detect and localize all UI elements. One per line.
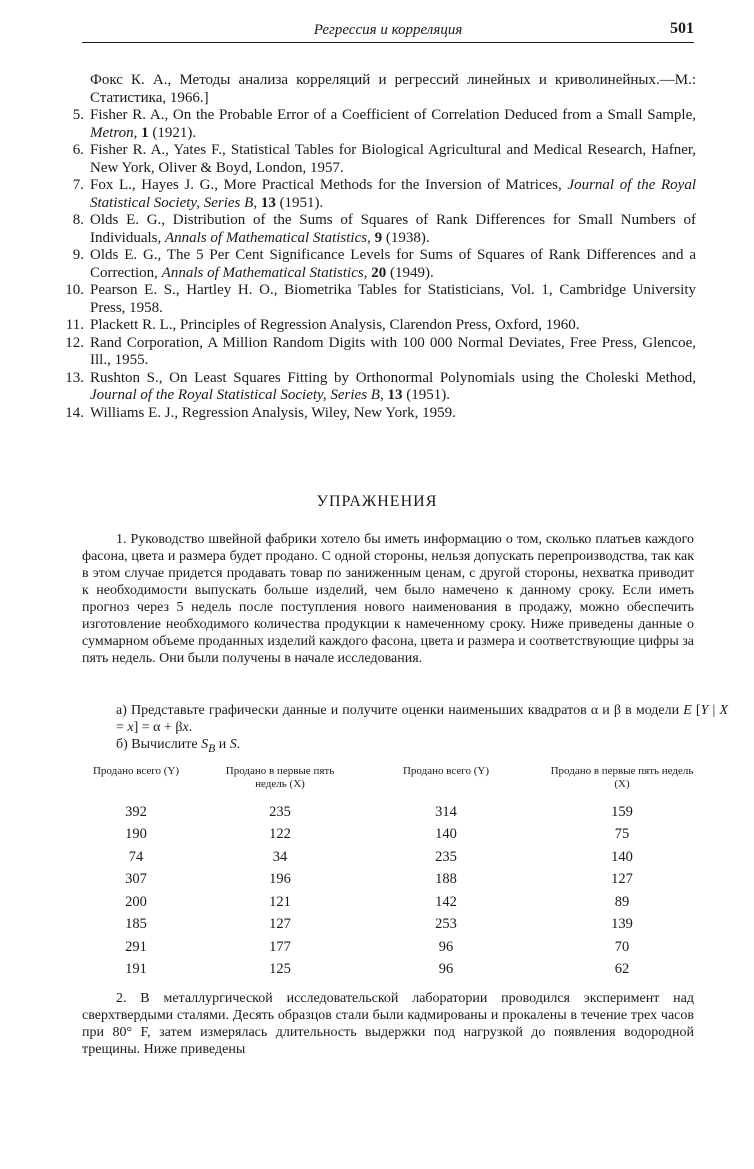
table-row: [62, 869, 702, 892]
reference-item: [60, 317, 696, 335]
table-cell: 127: [611, 871, 633, 888]
table-cell: 291: [125, 938, 147, 955]
reference-number: 8.: [72, 212, 84, 228]
reference-item: [60, 107, 696, 142]
reference-text: Fisher R. A., Yates F., Statistical Tables for Biological Agricultural and Medical Research, Hafner, New York, Oliver & Boyd, London, 1957.: [90, 142, 696, 176]
reference-text: Fisher R. A., On the Probable Error of a Coefficient of Correlation Deduced from a Small Sample, Metron, 1 (1921).: [90, 107, 696, 141]
table-cell: 62: [614, 961, 630, 978]
reference-number: 14.: [65, 404, 84, 421]
table-cell: 196: [269, 871, 291, 888]
table-row: [62, 959, 702, 982]
table-cell: 185: [125, 916, 147, 933]
table-cell: 96: [438, 938, 454, 955]
table-cell: 190: [125, 826, 147, 843]
reference-item: [60, 370, 696, 405]
exercise-1-intro: 1. Руководство швейной фабрики хотело бы иметь информацию о том, сколько платьев каждого фасона, цвета и размера будет продано. С одной стороны, нельзя допускать перепроизводства, так как в этом случае придется продавать товар по заниженным ценам, с другой стороны, нехватка приводит к необходимости выпускать больше изделий, чем было намечено к данному сроку. Если иметь прогноз через 5 недель после поступления нового наименования в продажу, можно обеспечить изготовление необходимого количества продукции к намеченному сроку. Ниже приведены данные о суммарном объеме проданных изделий каждого фасона, цвета и размера и соответствующие цифры за пять недель. Они были получены в начале исследования.: [82, 532, 695, 666]
reference-text: Williams E. J., Regression Analysis, Wiley, New York, 1959.: [90, 404, 456, 421]
table-cell: 125: [269, 961, 291, 978]
reference-number: 7.: [72, 177, 84, 193]
table-row: [62, 801, 702, 824]
reference-number: 10.: [65, 282, 84, 298]
table-row: [62, 824, 702, 847]
table-cell: 70: [614, 938, 630, 955]
reference-item: [60, 177, 696, 212]
reference-text: Fox L., Hayes J. G., More Practical Methods for the Inversion of Matrices, Journal of the Royal Statistical Society, Series B, 13 (1951).: [90, 177, 696, 211]
reference-text: Olds E. G., The 5 Per Cent Significance Levels for Sums of Squares of Rank Differences and a Correction, Annals of Mathematical Statistics, 20 (1949).: [90, 247, 696, 281]
reference-text: Фокс К. А., Методы анализа корреляций и регрессий линейных и криволинейных.—М.: Статистика, 1966.]: [90, 72, 696, 106]
table-cell: 121: [269, 893, 291, 910]
table-cell: 122: [269, 826, 291, 843]
table-cell: 96: [438, 961, 454, 978]
table-cell: 235: [435, 848, 457, 865]
table-cell: 188: [435, 871, 457, 888]
table-row: [62, 846, 702, 869]
reference-text: Olds E. G., Distribution of the Sums of Squares of Rank Differences for Small Numbers of Individuals, Annals of Mathematical Statistics, 9 (1938).: [90, 212, 696, 246]
table-header-cell: Продано в первые пять недель (X): [225, 765, 335, 790]
table-cell: 140: [435, 826, 457, 843]
reference-number: 11.: [65, 317, 84, 333]
exercise-1-item-b: б) Вычислите $S_B$ и S.: [116, 737, 241, 755]
table-cell: 200: [125, 893, 147, 910]
table-header-cell: Продано в первые пять недель (X): [550, 765, 694, 790]
exercise-2-text: 2. В металлургической исследовательской лаборатории проводился эксперимент над сверхтвердыми сталями. Десять образцов стали были кадмированы и прокалены в течение трех часов при 80° F, затем измерялась длительность выдержки под нагрузкой до появления водородной трещины. Ниже приведены: [82, 991, 694, 1057]
table-cell: 253: [435, 916, 457, 933]
table-cell: 392: [125, 803, 147, 820]
reference-item: [60, 405, 696, 423]
reference-number: 13.: [65, 369, 84, 386]
reference-item: [60, 212, 696, 247]
table-header-cell: Продано всего (Y): [402, 765, 490, 777]
table-cell: 307: [125, 871, 147, 888]
table-cell: 159: [611, 803, 633, 820]
table-cell: 89: [614, 893, 630, 910]
data-table: [62, 765, 702, 981]
table-header-cell: Продано всего (Y): [92, 765, 180, 777]
table-cell: 34: [272, 848, 288, 865]
reference-item: [60, 335, 696, 370]
running-title: Регрессия и корреляция: [313, 22, 463, 38]
table-row: [62, 914, 702, 937]
table-cell: 314: [435, 803, 457, 820]
reference-list: [60, 72, 696, 422]
table-cell: 140: [611, 848, 633, 865]
table-row: [62, 891, 702, 914]
table-cell: 74: [128, 848, 144, 865]
table-cell: 177: [269, 938, 291, 955]
table-cell: 235: [269, 803, 291, 820]
reference-number: 5.: [72, 107, 84, 123]
table-cell: 127: [269, 916, 291, 933]
table-row: [62, 936, 702, 959]
reference-text: Rushton S., On Least Squares Fitting by Orthonormal Polynomials using the Choleski Method, Journal of the Royal Statistical Society, Series B, 13 (1951).: [90, 369, 696, 403]
reference-text: Rand Corporation, A Million Random Digits with 100 000 Normal Deviates, Free Press, Glencoe, Ill., 1955.: [90, 334, 696, 368]
reference-number: 12.: [65, 334, 84, 351]
reference-number: 6.: [72, 142, 84, 158]
reference-number: 9.: [72, 247, 84, 263]
table-cell: 139: [611, 916, 633, 933]
reference-item: [60, 282, 696, 317]
table-body: [62, 801, 702, 981]
table-cell: 75: [614, 826, 630, 843]
table-cell: 191: [125, 961, 147, 978]
table-cell: 142: [435, 893, 457, 910]
reference-text: Pearson E. S., Hartley H. O., Biometrika Tables for Statisticians, Vol. 1, Cambridge University Press, 1958.: [90, 282, 696, 316]
exercise-1-item-a: а) Представьте графически данные и получите оценки наименьших квадратов α и β в модели E [Y | X = x] = α + βx.: [116, 703, 728, 735]
reference-item: [60, 72, 696, 107]
running-header: [82, 20, 694, 43]
section-title: УПРАЖНЕНИЯ: [316, 493, 438, 510]
page-number: 501: [670, 20, 694, 37]
reference-text: Plackett R. L., Principles of Regression Analysis, Clarendon Press, Oxford, 1960.: [90, 317, 580, 333]
reference-item: [60, 142, 696, 177]
table-header: [62, 765, 702, 791]
reference-item: [60, 247, 696, 282]
